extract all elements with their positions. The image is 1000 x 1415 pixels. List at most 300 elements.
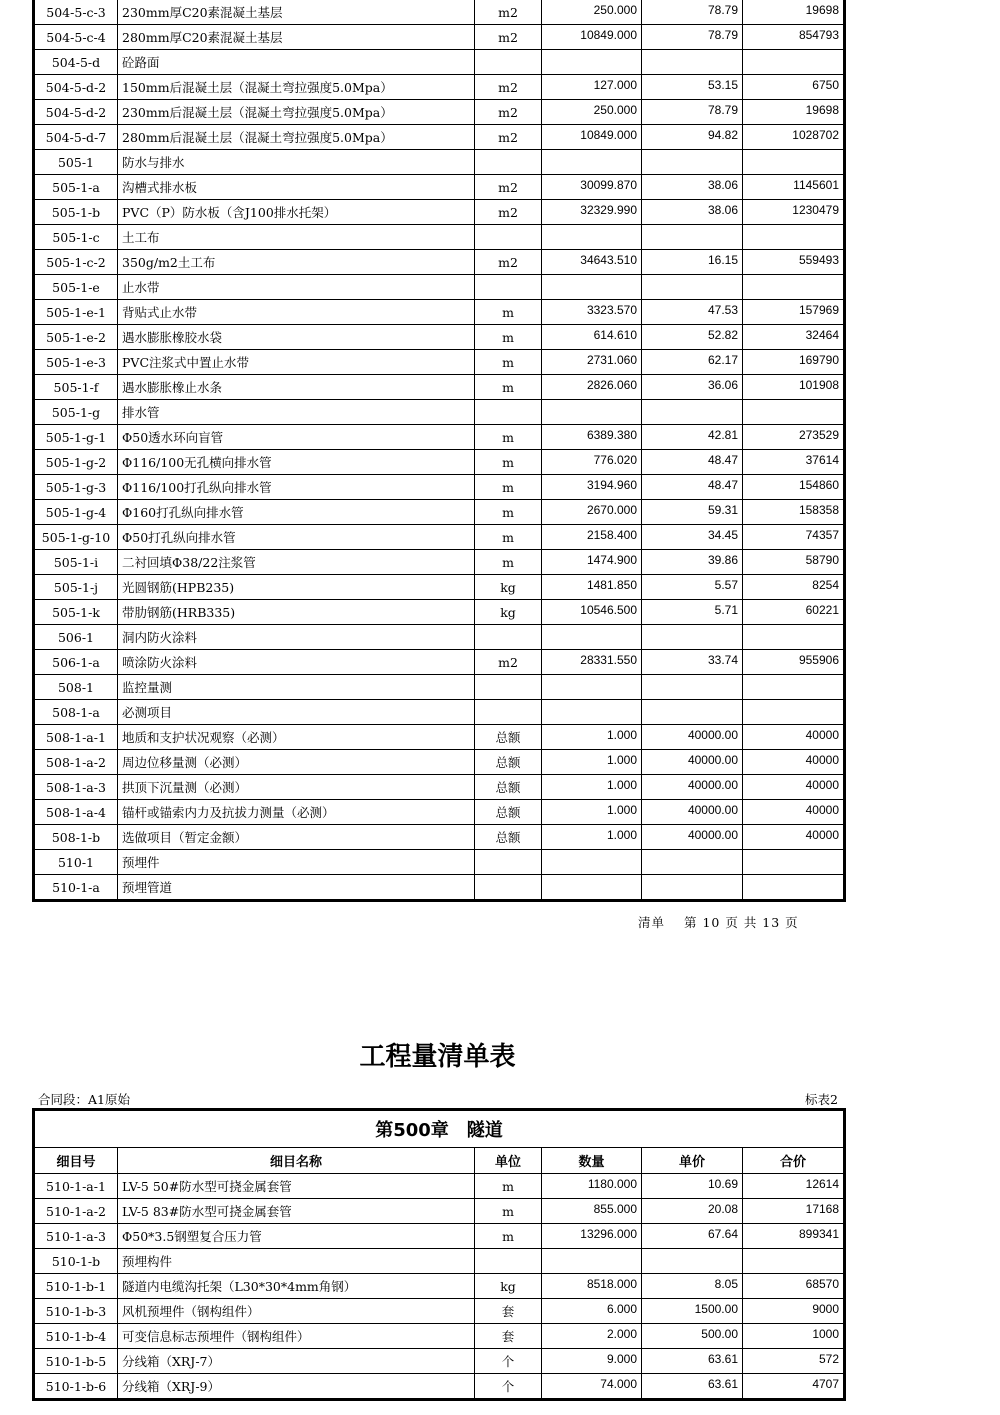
cell-name: 必测项目 (118, 700, 475, 725)
cell-qty: 9.000 (542, 1349, 642, 1374)
cell-price: 16.15 (642, 250, 743, 275)
cell-qty (542, 675, 642, 700)
cell-name: 350g/m2土工布 (118, 250, 475, 275)
cell-name: 光圆钢筋(HPB235) (118, 575, 475, 600)
cell-total: 154860 (743, 475, 845, 500)
cell-qty: 3323.570 (542, 300, 642, 325)
cell-total (743, 1249, 845, 1274)
cell-qty (542, 50, 642, 75)
cell-price: 52.82 (642, 325, 743, 350)
cell-unit: 总额 (475, 800, 542, 825)
cell-unit: m (475, 525, 542, 550)
cell-qty (542, 400, 642, 425)
cell-total: 19698 (743, 0, 845, 25)
table-row (34, 775, 845, 800)
cell-code: 506-1 (34, 625, 118, 650)
cell-total: 8254 (743, 575, 845, 600)
cell-code: 505-1-c-2 (34, 250, 118, 275)
cell-code: 505-1-g-1 (34, 425, 118, 450)
cell-unit: 个 (475, 1349, 542, 1374)
table-row (34, 875, 845, 901)
cell-price: 33.74 (642, 650, 743, 675)
cell-price: 78.79 (642, 100, 743, 125)
cell-name: 可变信息标志预埋件（钢构组件） (118, 1324, 475, 1349)
cell-name: 喷涂防火涂料 (118, 650, 475, 675)
cell-price: 40000.00 (642, 800, 743, 825)
cell-price: 48.47 (642, 450, 743, 475)
cell-price: 8.05 (642, 1274, 743, 1299)
cell-total (743, 50, 845, 75)
table-row (34, 825, 845, 850)
cell-qty: 1.000 (542, 800, 642, 825)
cell-name: 沟槽式排水板 (118, 175, 475, 200)
cell-name: Φ116/100打孔纵向排水管 (118, 475, 475, 500)
cell-total: 1000 (743, 1324, 845, 1349)
cell-total: 60221 (743, 600, 845, 625)
cell-unit: 总额 (475, 750, 542, 775)
cell-name: PVC注浆式中置止水带 (118, 350, 475, 375)
cell-total: 9000 (743, 1299, 845, 1324)
table-row (34, 625, 845, 650)
cell-qty: 127.000 (542, 75, 642, 100)
cell-code: 508-1-a-2 (34, 750, 118, 775)
cell-qty: 34643.510 (542, 250, 642, 275)
cell-unit (475, 1249, 542, 1274)
cell-unit: m2 (475, 25, 542, 50)
cell-name: LV-5 83#防水型可挠金属套管 (118, 1199, 475, 1224)
cell-name: LV-5 50#防水型可挠金属套管 (118, 1174, 475, 1199)
cell-name: Φ160打孔纵向排水管 (118, 500, 475, 525)
cell-unit (475, 850, 542, 875)
cell-total: 37614 (743, 450, 845, 475)
cell-price: 38.06 (642, 175, 743, 200)
cell-unit: m (475, 350, 542, 375)
header-row (34, 1148, 845, 1174)
cell-name: 280mm厚C20素混凝土基层 (118, 25, 475, 50)
cell-name: 土工布 (118, 225, 475, 250)
cell-code: 508-1-a-4 (34, 800, 118, 825)
cell-total (743, 675, 845, 700)
table-row (34, 725, 845, 750)
cell-qty: 1481.850 (542, 575, 642, 600)
cell-price: 40000.00 (642, 725, 743, 750)
table-row (34, 575, 845, 600)
cell-name: 周边位移量测（必测） (118, 750, 475, 775)
cell-code: 510-1-b-5 (34, 1349, 118, 1374)
cell-price (642, 875, 743, 901)
cell-name: 预埋构件 (118, 1249, 475, 1274)
cell-price: 59.31 (642, 500, 743, 525)
cell-price (642, 50, 743, 75)
table-row (34, 650, 845, 675)
cell-price (642, 625, 743, 650)
cell-code: 504-5-d-7 (34, 125, 118, 150)
cell-code: 505-1-g-10 (34, 525, 118, 550)
cell-code: 505-1-f (34, 375, 118, 400)
cell-price (642, 225, 743, 250)
cell-qty: 2731.060 (542, 350, 642, 375)
cell-code: 505-1-g-3 (34, 475, 118, 500)
cell-total: 12614 (743, 1174, 845, 1199)
cell-total: 32464 (743, 325, 845, 350)
cell-code: 510-1-b-6 (34, 1374, 118, 1400)
bill-table-page1 (32, 0, 846, 902)
table-row (34, 1199, 845, 1224)
cell-unit (475, 700, 542, 725)
cell-code: 504-5-c-3 (34, 0, 118, 25)
cell-code: 508-1-a (34, 700, 118, 725)
cell-qty: 3194.960 (542, 475, 642, 500)
cell-name: 排水管 (118, 400, 475, 425)
cell-total: 273529 (743, 425, 845, 450)
table-row (34, 375, 845, 400)
cell-code: 510-1-a-3 (34, 1224, 118, 1249)
cell-code: 510-1-b-1 (34, 1274, 118, 1299)
cell-unit: 套 (475, 1299, 542, 1324)
cell-name: PVC（P）防水板（含J100排水托架） (118, 200, 475, 225)
cell-total: 158358 (743, 500, 845, 525)
cell-code: 505-1-a (34, 175, 118, 200)
table-row (34, 325, 845, 350)
cell-qty: 2.000 (542, 1324, 642, 1349)
table-row (34, 700, 845, 725)
header-qty: 数量 (542, 1148, 642, 1174)
cell-name: 选做项目（暂定金额） (118, 825, 475, 850)
cell-total: 40000 (743, 800, 845, 825)
cell-qty: 10849.000 (542, 125, 642, 150)
cell-total: 955906 (743, 650, 845, 675)
header-code: 细目号 (34, 1148, 118, 1174)
cell-name: 监控量测 (118, 675, 475, 700)
cell-price: 38.06 (642, 200, 743, 225)
cell-qty: 2158.400 (542, 525, 642, 550)
cell-price (642, 400, 743, 425)
table-row (34, 550, 845, 575)
cell-total: 4707 (743, 1374, 845, 1400)
cell-price: 62.17 (642, 350, 743, 375)
cell-price: 20.08 (642, 1199, 743, 1224)
cell-name: 遇水膨胀橡止水条 (118, 375, 475, 400)
cell-qty: 1.000 (542, 750, 642, 775)
cell-unit (475, 625, 542, 650)
cell-unit: m (475, 475, 542, 500)
cell-qty (542, 700, 642, 725)
cell-qty: 1180.000 (542, 1174, 642, 1199)
cell-name: 280mm后混凝土层（混凝土弯拉强度5.0Mpa） (118, 125, 475, 150)
header-price: 单价 (642, 1148, 743, 1174)
cell-name: 预埋件 (118, 850, 475, 875)
cell-total: 19698 (743, 100, 845, 125)
cell-qty (542, 850, 642, 875)
table-row (34, 475, 845, 500)
cell-code: 505-1-j (34, 575, 118, 600)
cell-code: 504-5-d (34, 50, 118, 75)
cell-qty (542, 625, 642, 650)
cell-qty: 10849.000 (542, 25, 642, 50)
cell-price: 47.53 (642, 300, 743, 325)
table-row (34, 400, 845, 425)
cell-name: 带肋钢筋(HRB335) (118, 600, 475, 625)
cell-name: 洞内防火涂料 (118, 625, 475, 650)
cell-price (642, 150, 743, 175)
cell-price: 34.45 (642, 525, 743, 550)
cell-unit: m (475, 550, 542, 575)
table-row (34, 800, 845, 825)
cell-unit (475, 400, 542, 425)
cell-name: 止水带 (118, 275, 475, 300)
table-row (34, 850, 845, 875)
cell-name: Φ50打孔纵向排水管 (118, 525, 475, 550)
cell-total (743, 700, 845, 725)
cell-code: 505-1-e-3 (34, 350, 118, 375)
cell-qty: 10546.500 (542, 600, 642, 625)
bill-table-page1-body (34, 0, 845, 901)
cell-name: 锚杆或锚索内力及抗拔力测量（必测） (118, 800, 475, 825)
cell-unit: 总额 (475, 825, 542, 850)
cell-price: 5.71 (642, 600, 743, 625)
cell-name: 地质和支护状况观察（必测） (118, 725, 475, 750)
bill-table-page2-body (34, 1174, 845, 1400)
cell-price: 36.06 (642, 375, 743, 400)
chapter-title: 第500章 隧道 (34, 1110, 845, 1148)
footer-page-number: 第 10 页 共 13 页 (684, 915, 799, 930)
table-row (34, 1324, 845, 1349)
cell-unit (475, 275, 542, 300)
cell-qty: 2826.060 (542, 375, 642, 400)
cell-total (743, 275, 845, 300)
cell-qty: 32329.990 (542, 200, 642, 225)
table-row (34, 750, 845, 775)
cell-unit: m2 (475, 100, 542, 125)
cell-total: 899341 (743, 1224, 845, 1249)
cell-code: 505-1-g (34, 400, 118, 425)
cell-price: 78.79 (642, 25, 743, 50)
cell-code: 505-1-g-4 (34, 500, 118, 525)
cell-total (743, 400, 845, 425)
cell-code: 504-5-c-4 (34, 25, 118, 50)
cell-unit: 总额 (475, 775, 542, 800)
cell-unit: m (475, 500, 542, 525)
cell-unit: 总额 (475, 725, 542, 750)
cell-total: 1145601 (743, 175, 845, 200)
cell-total: 854793 (743, 25, 845, 50)
cell-unit: m (475, 1174, 542, 1199)
cell-qty (542, 150, 642, 175)
cell-price: 78.79 (642, 0, 743, 25)
cell-qty: 28331.550 (542, 650, 642, 675)
table-row (34, 75, 845, 100)
cell-total (743, 150, 845, 175)
cell-total: 74357 (743, 525, 845, 550)
footer-label: 清单 (638, 915, 666, 930)
cell-total: 101908 (743, 375, 845, 400)
cell-qty: 1474.900 (542, 550, 642, 575)
cell-price: 42.81 (642, 425, 743, 450)
table-row (34, 50, 845, 75)
header-unit: 单位 (475, 1148, 542, 1174)
table-row (34, 125, 845, 150)
cell-unit: m (475, 375, 542, 400)
table-row (34, 1274, 845, 1299)
cell-unit: m2 (475, 175, 542, 200)
cell-code: 504-5-d-2 (34, 75, 118, 100)
cell-qty: 8518.000 (542, 1274, 642, 1299)
bill-table-page2 (32, 1108, 846, 1401)
cell-code: 505-1-b (34, 200, 118, 225)
cell-qty (542, 1249, 642, 1274)
cell-total (743, 225, 845, 250)
table-row (34, 450, 845, 475)
chapter-row (34, 1110, 845, 1148)
cell-total (743, 625, 845, 650)
cell-total: 169790 (743, 350, 845, 375)
cell-unit (475, 225, 542, 250)
cell-total: 157969 (743, 300, 845, 325)
cell-code: 504-5-d-2 (34, 100, 118, 125)
cell-name: 隧道内电缆沟托架（L30*30*4mm角钢） (118, 1274, 475, 1299)
cell-name: 230mm厚C20素混凝土基层 (118, 0, 475, 25)
cell-qty: 250.000 (542, 0, 642, 25)
cell-unit: m2 (475, 200, 542, 225)
cell-price: 63.61 (642, 1349, 743, 1374)
cell-qty (542, 275, 642, 300)
cell-unit: m (475, 1199, 542, 1224)
table-row (34, 1299, 845, 1324)
cell-total: 559493 (743, 250, 845, 275)
cell-unit: m2 (475, 250, 542, 275)
cell-code: 510-1-a (34, 875, 118, 901)
cell-name: 遇水膨胀橡胶水袋 (118, 325, 475, 350)
cell-total (743, 875, 845, 901)
cell-total: 40000 (743, 725, 845, 750)
table-row (34, 1349, 845, 1374)
cell-unit: m (475, 325, 542, 350)
cell-unit: 套 (475, 1324, 542, 1349)
cell-qty: 2670.000 (542, 500, 642, 525)
cell-total: 68570 (743, 1274, 845, 1299)
cell-unit (475, 150, 542, 175)
cell-unit: kg (475, 575, 542, 600)
cell-name: 砼路面 (118, 50, 475, 75)
cell-code: 508-1-a-1 (34, 725, 118, 750)
cell-price: 53.15 (642, 75, 743, 100)
table-row (34, 1374, 845, 1400)
cell-price (642, 700, 743, 725)
cell-price: 94.82 (642, 125, 743, 150)
cell-price (642, 675, 743, 700)
table-row (34, 275, 845, 300)
form-number: 标表2 (805, 1092, 838, 1107)
cell-qty: 30099.870 (542, 175, 642, 200)
cell-code: 505-1-e-1 (34, 300, 118, 325)
cell-qty: 74.000 (542, 1374, 642, 1400)
cell-total: 6750 (743, 75, 845, 100)
cell-code: 510-1 (34, 850, 118, 875)
cell-price (642, 275, 743, 300)
table-row (34, 100, 845, 125)
table-row (34, 150, 845, 175)
cell-code: 505-1 (34, 150, 118, 175)
cell-name: 二衬回填Φ38/22注浆管 (118, 550, 475, 575)
cell-name: 防水与排水 (118, 150, 475, 175)
cell-code: 505-1-g-2 (34, 450, 118, 475)
cell-unit: m (475, 1224, 542, 1249)
cell-name: 分线箱（XRJ-7） (118, 1349, 475, 1374)
cell-price: 67.64 (642, 1224, 743, 1249)
cell-code: 510-1-b (34, 1249, 118, 1274)
cell-code: 505-1-c (34, 225, 118, 250)
cell-total: 17168 (743, 1199, 845, 1224)
table-row (34, 500, 845, 525)
cell-qty: 855.000 (542, 1199, 642, 1224)
cell-name: 分线箱（XRJ-9） (118, 1374, 475, 1400)
cell-name: 拱顶下沉量测（必测） (118, 775, 475, 800)
cell-name: Φ50透水环向盲管 (118, 425, 475, 450)
table-row (34, 0, 845, 25)
cell-unit: 个 (475, 1374, 542, 1400)
table-row (34, 600, 845, 625)
cell-qty: 6389.380 (542, 425, 642, 450)
cell-unit (475, 675, 542, 700)
cell-name: 150mm后混凝土层（混凝土弯拉强度5.0Mpa） (118, 75, 475, 100)
cell-qty: 250.000 (542, 100, 642, 125)
cell-qty: 1.000 (542, 825, 642, 850)
cell-total: 40000 (743, 825, 845, 850)
cell-code: 510-1-b-3 (34, 1299, 118, 1324)
table-row (34, 300, 845, 325)
cell-qty: 6.000 (542, 1299, 642, 1324)
cell-name: Φ116/100无孔横向排水管 (118, 450, 475, 475)
cell-unit: m2 (475, 125, 542, 150)
cell-unit (475, 50, 542, 75)
cell-price (642, 1249, 743, 1274)
header-total: 合价 (743, 1148, 845, 1174)
cell-qty: 776.020 (542, 450, 642, 475)
cell-qty (542, 875, 642, 901)
table-row (34, 525, 845, 550)
cell-code: 506-1-a (34, 650, 118, 675)
cell-qty: 1.000 (542, 775, 642, 800)
cell-name: Φ50*3.5钢塑复合压力管 (118, 1224, 475, 1249)
cell-code: 508-1 (34, 675, 118, 700)
cell-qty: 13296.000 (542, 1224, 642, 1249)
table-row (34, 350, 845, 375)
cell-name: 预埋管道 (118, 875, 475, 901)
cell-unit (475, 875, 542, 901)
cell-price: 48.47 (642, 475, 743, 500)
header-name: 细目名称 (118, 1148, 475, 1174)
cell-code: 505-1-e-2 (34, 325, 118, 350)
cell-total: 1028702 (743, 125, 845, 150)
page-title: 工程量清单表 (359, 1042, 516, 1072)
cell-price: 1500.00 (642, 1299, 743, 1324)
cell-total: 1230479 (743, 200, 845, 225)
cell-unit: kg (475, 600, 542, 625)
cell-price: 5.57 (642, 575, 743, 600)
cell-unit: m (475, 300, 542, 325)
cell-unit: m2 (475, 0, 542, 25)
cell-price: 500.00 (642, 1324, 743, 1349)
table-row (34, 200, 845, 225)
cell-name: 背贴式止水带 (118, 300, 475, 325)
cell-unit: m (475, 425, 542, 450)
cell-total: 58790 (743, 550, 845, 575)
cell-code: 505-1-e (34, 275, 118, 300)
cell-code: 508-1-b (34, 825, 118, 850)
cell-code: 510-1-a-1 (34, 1174, 118, 1199)
cell-total (743, 850, 845, 875)
cell-code: 510-1-b-4 (34, 1324, 118, 1349)
